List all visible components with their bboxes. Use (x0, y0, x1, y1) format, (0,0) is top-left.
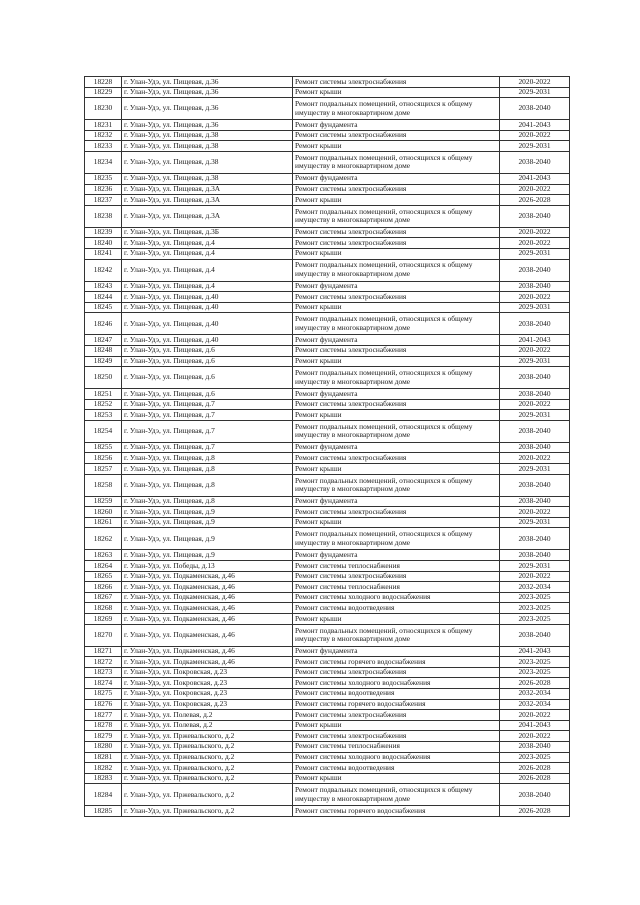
work-type-cell: Ремонт крыши (293, 464, 500, 475)
work-type-cell: Ремонт системы холодного водоснабжения (293, 678, 500, 689)
address-cell: г. Улан-Удэ, ул. Пржевальского, д.2 (122, 806, 293, 817)
work-type-cell: Ремонт системы электроснабжения (293, 292, 500, 303)
row-number: 18280 (85, 741, 122, 752)
period-cell: 2029-2031 (500, 464, 570, 475)
period-cell: 2041-2043 (500, 720, 570, 731)
row-number: 18249 (85, 356, 122, 367)
period-cell: 2041-2043 (500, 173, 570, 184)
period-cell: 2032-2034 (500, 688, 570, 699)
row-number: 18252 (85, 399, 122, 410)
period-cell: 2023-2025 (500, 667, 570, 678)
row-number: 18241 (85, 248, 122, 259)
work-type-cell: Ремонт фундамента (293, 173, 500, 184)
work-type-cell: Ремонт системы электроснабжения (293, 453, 500, 464)
period-cell: 2023-2025 (500, 752, 570, 763)
table-row (85, 184, 570, 195)
period-cell: 2038-2040 (500, 389, 570, 400)
table-row (85, 141, 570, 152)
row-number: 18262 (85, 528, 122, 550)
address-cell: г. Улан-Удэ, ул. Пищевая, д.7 (122, 410, 293, 421)
period-cell: 2020-2022 (500, 130, 570, 141)
row-number: 18231 (85, 120, 122, 131)
address-cell: г. Улан-Удэ, ул. Подкаменская, д.46 (122, 624, 293, 646)
address-cell: г. Улан-Удэ, ул. Пищевая, д.4 (122, 248, 293, 259)
work-type-cell: Ремонт крыши (293, 517, 500, 528)
row-number: 18228 (85, 77, 122, 88)
address-cell: г. Улан-Удэ, ул. Пищевая, д.6 (122, 356, 293, 367)
document-page (84, 76, 569, 817)
work-type-cell: Ремонт крыши (293, 773, 500, 784)
address-cell: г. Улан-Удэ, ул. Пищевая, д.3А (122, 184, 293, 195)
row-number: 18251 (85, 389, 122, 400)
address-cell: г. Улан-Удэ, ул. Пржевальского, д.2 (122, 784, 293, 806)
row-number: 18259 (85, 496, 122, 507)
period-cell: 2032-2034 (500, 582, 570, 593)
row-number: 18234 (85, 151, 122, 173)
table-row (85, 474, 570, 496)
table-row (85, 313, 570, 335)
period-cell: 2020-2022 (500, 292, 570, 303)
table-row (85, 195, 570, 206)
row-number: 18253 (85, 410, 122, 421)
row-number: 18276 (85, 699, 122, 710)
period-cell: 2020-2022 (500, 77, 570, 88)
table-row (85, 614, 570, 625)
period-cell: 2023-2025 (500, 592, 570, 603)
work-type-cell: Ремонт крыши (293, 356, 500, 367)
period-cell: 2038-2040 (500, 784, 570, 806)
row-number: 18237 (85, 195, 122, 206)
work-type-cell: Ремонт фундамента (293, 442, 500, 453)
table-row (85, 399, 570, 410)
table-row (85, 87, 570, 98)
address-cell: г. Улан-Удэ, ул. Пищевая, д.38 (122, 151, 293, 173)
address-cell: г. Улан-Удэ, ул. Пищевая, д.9 (122, 550, 293, 561)
address-cell: г. Улан-Удэ, ул. Полевая, д.2 (122, 710, 293, 721)
period-cell: 2038-2040 (500, 741, 570, 752)
period-cell: 2026-2028 (500, 806, 570, 817)
period-cell: 2038-2040 (500, 624, 570, 646)
table-row (85, 582, 570, 593)
work-type-cell: Ремонт системы холодного водоснабжения (293, 752, 500, 763)
address-cell: г. Улан-Удэ, ул. Подкаменская, д.46 (122, 603, 293, 614)
table-row (85, 120, 570, 131)
period-cell: 2029-2031 (500, 517, 570, 528)
address-cell: г. Улан-Удэ, ул. Пищевая, д.6 (122, 367, 293, 389)
row-number: 18236 (85, 184, 122, 195)
table-row (85, 302, 570, 313)
address-cell: г. Улан-Удэ, ул. Пищевая, д.40 (122, 335, 293, 346)
row-number: 18243 (85, 281, 122, 292)
table-row (85, 281, 570, 292)
period-cell: 2038-2040 (500, 151, 570, 173)
table-row (85, 248, 570, 259)
address-cell: г. Улан-Удэ, ул. Пржевальского, д.2 (122, 773, 293, 784)
address-cell: г. Улан-Удэ, ул. Покровская, д.23 (122, 688, 293, 699)
row-number: 18245 (85, 302, 122, 313)
work-type-cell: Ремонт системы холодного водоснабжения (293, 592, 500, 603)
row-number: 18242 (85, 259, 122, 281)
row-number: 18229 (85, 87, 122, 98)
table-row (85, 345, 570, 356)
work-type-cell: Ремонт подвальных помещений, относящихся к общему имуществу в многоквартирном доме (293, 151, 500, 173)
period-cell: 2020-2022 (500, 238, 570, 249)
work-type-cell: Ремонт фундамента (293, 335, 500, 346)
address-cell: г. Улан-Удэ, ул. Пржевальского, д.2 (122, 741, 293, 752)
repair-schedule-table (84, 76, 570, 817)
table-row (85, 464, 570, 475)
period-cell: 2020-2022 (500, 731, 570, 742)
table-row (85, 731, 570, 742)
address-cell: г. Улан-Удэ, ул. Полевая, д.2 (122, 720, 293, 731)
row-number: 18282 (85, 763, 122, 774)
table-row (85, 292, 570, 303)
row-number: 18240 (85, 238, 122, 249)
work-type-cell: Ремонт подвальных помещений, относящихся к общему имуществу в многоквартирном доме (293, 624, 500, 646)
address-cell: г. Улан-Удэ, ул. Пищевая, д.4 (122, 238, 293, 249)
period-cell: 2020-2022 (500, 710, 570, 721)
address-cell: г. Улан-Удэ, ул. Пищевая, д.7 (122, 442, 293, 453)
period-cell: 2020-2022 (500, 507, 570, 518)
address-cell: г. Улан-Удэ, ул. Пищевая, д.8 (122, 464, 293, 475)
row-number: 18267 (85, 592, 122, 603)
row-number: 18273 (85, 667, 122, 678)
work-type-cell: Ремонт подвальных помещений, относящихся к общему имуществу в многоквартирном доме (293, 420, 500, 442)
work-type-cell: Ремонт подвальных помещений, относящихся к общему имуществу в многоквартирном доме (293, 367, 500, 389)
period-cell: 2029-2031 (500, 356, 570, 367)
work-type-cell: Ремонт крыши (293, 87, 500, 98)
row-number: 18256 (85, 453, 122, 464)
row-number: 18258 (85, 474, 122, 496)
work-type-cell: Ремонт крыши (293, 195, 500, 206)
address-cell: г. Улан-Удэ, ул. Пищевая, д.40 (122, 302, 293, 313)
period-cell: 2038-2040 (500, 420, 570, 442)
period-cell: 2038-2040 (500, 474, 570, 496)
work-type-cell: Ремонт системы водоотведения (293, 763, 500, 774)
work-type-cell: Ремонт системы водоотведения (293, 603, 500, 614)
table-row (85, 646, 570, 657)
row-number: 18283 (85, 773, 122, 784)
work-type-cell: Ремонт системы электроснабжения (293, 731, 500, 742)
table-row (85, 410, 570, 421)
period-cell: 2038-2040 (500, 528, 570, 550)
table-row (85, 453, 570, 464)
table-row (85, 592, 570, 603)
address-cell: г. Улан-Удэ, ул. Пищевая, д.7 (122, 420, 293, 442)
period-cell: 2020-2022 (500, 184, 570, 195)
work-type-cell: Ремонт системы электроснабжения (293, 507, 500, 518)
address-cell: г. Улан-Удэ, ул. Пищевая, д.38 (122, 130, 293, 141)
row-number: 18232 (85, 130, 122, 141)
table-row (85, 741, 570, 752)
work-type-cell: Ремонт системы электроснабжения (293, 184, 500, 195)
address-cell: г. Улан-Удэ, ул. Пищевая, д.9 (122, 517, 293, 528)
period-cell: 2041-2043 (500, 646, 570, 657)
address-cell: г. Улан-Удэ, ул. Покровская, д.23 (122, 699, 293, 710)
address-cell: г. Улан-Удэ, ул. Подкаменская, д.46 (122, 646, 293, 657)
table-row (85, 496, 570, 507)
period-cell: 2038-2040 (500, 313, 570, 335)
address-cell: г. Улан-Удэ, ул. Пищевая, д.8 (122, 453, 293, 464)
table-row (85, 151, 570, 173)
period-cell: 2029-2031 (500, 561, 570, 572)
period-cell: 2032-2034 (500, 699, 570, 710)
table-row (85, 389, 570, 400)
period-cell: 2038-2040 (500, 205, 570, 227)
row-number: 18271 (85, 646, 122, 657)
table-row (85, 367, 570, 389)
work-type-cell: Ремонт крыши (293, 410, 500, 421)
period-cell: 2038-2040 (500, 259, 570, 281)
table-row (85, 356, 570, 367)
work-type-cell: Ремонт системы теплоснабжения (293, 741, 500, 752)
address-cell: г. Улан-Удэ, ул. Подкаменская, д.46 (122, 592, 293, 603)
address-cell: г. Улан-Удэ, ул. Подкаменская, д.46 (122, 614, 293, 625)
address-cell: г. Улан-Удэ, ул. Пищевая, д.6 (122, 389, 293, 400)
row-number: 18257 (85, 464, 122, 475)
work-type-cell: Ремонт крыши (293, 141, 500, 152)
address-cell: г. Улан-Удэ, ул. Пищевая, д.36 (122, 77, 293, 88)
period-cell: 2020-2022 (500, 399, 570, 410)
period-cell: 2029-2031 (500, 302, 570, 313)
period-cell: 2038-2040 (500, 281, 570, 292)
address-cell: г. Улан-Удэ, ул. Пищевая, д.9 (122, 507, 293, 518)
table-row (85, 763, 570, 774)
work-type-cell: Ремонт подвальных помещений, относящихся к общему имуществу в многоквартирном доме (293, 313, 500, 335)
row-number: 18248 (85, 345, 122, 356)
row-number: 18270 (85, 624, 122, 646)
period-cell: 2026-2028 (500, 195, 570, 206)
period-cell: 2041-2043 (500, 335, 570, 346)
table-row (85, 98, 570, 120)
table-row (85, 699, 570, 710)
address-cell: г. Улан-Удэ, ул. Пржевальского, д.2 (122, 763, 293, 774)
table-row (85, 657, 570, 668)
row-number: 18247 (85, 335, 122, 346)
work-type-cell: Ремонт системы электроснабжения (293, 238, 500, 249)
address-cell: г. Улан-Удэ, ул. Пищевая, д.38 (122, 173, 293, 184)
work-type-cell: Ремонт подвальных помещений, относящихся к общему имуществу в многоквартирном доме (293, 528, 500, 550)
table-row (85, 507, 570, 518)
address-cell: г. Улан-Удэ, ул. Пищевая, д.40 (122, 292, 293, 303)
table-row (85, 561, 570, 572)
row-number: 18255 (85, 442, 122, 453)
address-cell: г. Улан-Удэ, ул. Пищевая, д.8 (122, 496, 293, 507)
work-type-cell: Ремонт фундамента (293, 646, 500, 657)
period-cell: 2020-2022 (500, 345, 570, 356)
work-type-cell: Ремонт фундамента (293, 389, 500, 400)
work-type-cell: Ремонт системы теплоснабжения (293, 561, 500, 572)
work-type-cell: Ремонт крыши (293, 248, 500, 259)
work-type-cell: Ремонт подвальных помещений, относящихся к общему имуществу в многоквартирном доме (293, 98, 500, 120)
row-number: 18278 (85, 720, 122, 731)
work-type-cell: Ремонт подвальных помещений, относящихся к общему имуществу в многоквартирном доме (293, 474, 500, 496)
work-type-cell: Ремонт системы электроснабжения (293, 77, 500, 88)
table-row (85, 784, 570, 806)
row-number: 18238 (85, 205, 122, 227)
period-cell: 2023-2025 (500, 614, 570, 625)
row-number: 18244 (85, 292, 122, 303)
table-row (85, 227, 570, 238)
period-cell: 2020-2022 (500, 453, 570, 464)
row-number: 18266 (85, 582, 122, 593)
address-cell: г. Улан-Удэ, ул. Пищевая, д.36 (122, 98, 293, 120)
period-cell: 2029-2031 (500, 248, 570, 259)
row-number: 18261 (85, 517, 122, 528)
table-row (85, 77, 570, 88)
table-row (85, 624, 570, 646)
period-cell: 2026-2028 (500, 678, 570, 689)
row-number: 18285 (85, 806, 122, 817)
row-number: 18235 (85, 173, 122, 184)
period-cell: 2029-2031 (500, 410, 570, 421)
address-cell: г. Улан-Удэ, ул. Покровская, д.23 (122, 667, 293, 678)
row-number: 18269 (85, 614, 122, 625)
row-number: 18279 (85, 731, 122, 742)
address-cell: г. Улан-Удэ, ул. Пищевая, д.36 (122, 120, 293, 131)
table-row (85, 571, 570, 582)
work-type-cell: Ремонт системы электроснабжения (293, 227, 500, 238)
period-cell: 2029-2031 (500, 141, 570, 152)
work-type-cell: Ремонт фундамента (293, 496, 500, 507)
period-cell: 2038-2040 (500, 442, 570, 453)
row-number: 18275 (85, 688, 122, 699)
table-row (85, 720, 570, 731)
address-cell: г. Улан-Удэ, ул. Пищевая, д.9 (122, 528, 293, 550)
address-cell: г. Улан-Удэ, ул. Покровская, д.23 (122, 678, 293, 689)
row-number: 18264 (85, 561, 122, 572)
address-cell: г. Улан-Удэ, ул. Подкаменская, д.46 (122, 582, 293, 593)
table-row (85, 752, 570, 763)
period-cell: 2023-2025 (500, 603, 570, 614)
work-type-cell: Ремонт системы электроснабжения (293, 667, 500, 678)
period-cell: 2020-2022 (500, 227, 570, 238)
period-cell: 2038-2040 (500, 367, 570, 389)
table-row (85, 259, 570, 281)
table-row (85, 238, 570, 249)
table-row (85, 528, 570, 550)
row-number: 18277 (85, 710, 122, 721)
table-row (85, 667, 570, 678)
address-cell: г. Улан-Удэ, ул. Пищевая, д.6 (122, 345, 293, 356)
row-number: 18254 (85, 420, 122, 442)
table-row (85, 710, 570, 721)
period-cell: 2038-2040 (500, 496, 570, 507)
row-number: 18268 (85, 603, 122, 614)
table-row (85, 806, 570, 817)
work-type-cell: Ремонт фундамента (293, 550, 500, 561)
address-cell: г. Улан-Удэ, ул. Пищевая, д.3А (122, 195, 293, 206)
row-number: 18239 (85, 227, 122, 238)
work-type-cell: Ремонт подвальных помещений, относящихся к общему имуществу в многоквартирном доме (293, 259, 500, 281)
address-cell: г. Улан-Удэ, ул. Пищевая, д.8 (122, 474, 293, 496)
row-number: 18263 (85, 550, 122, 561)
table-row (85, 205, 570, 227)
work-type-cell: Ремонт системы электроснабжения (293, 345, 500, 356)
work-type-cell: Ремонт фундамента (293, 120, 500, 131)
row-number: 18274 (85, 678, 122, 689)
row-number: 18265 (85, 571, 122, 582)
row-number: 18230 (85, 98, 122, 120)
work-type-cell: Ремонт системы горячего водоснабжения (293, 699, 500, 710)
table-row (85, 420, 570, 442)
address-cell: г. Улан-Удэ, ул. Пищевая, д.7 (122, 399, 293, 410)
table-row (85, 335, 570, 346)
address-cell: г. Улан-Удэ, ул. Подкаменская, д.46 (122, 657, 293, 668)
table-row (85, 688, 570, 699)
address-cell: г. Улан-Удэ, ул. Пищевая, д.4 (122, 281, 293, 292)
work-type-cell: Ремонт системы электроснабжения (293, 710, 500, 721)
table-row (85, 603, 570, 614)
work-type-cell: Ремонт фундамента (293, 281, 500, 292)
row-number: 18272 (85, 657, 122, 668)
period-cell: 2038-2040 (500, 98, 570, 120)
address-cell: г. Улан-Удэ, ул. Пищевая, д.38 (122, 141, 293, 152)
row-number: 18233 (85, 141, 122, 152)
work-type-cell: Ремонт системы горячего водоснабжения (293, 806, 500, 817)
work-type-cell: Ремонт системы водоотведения (293, 688, 500, 699)
period-cell: 2026-2028 (500, 763, 570, 774)
period-cell: 2041-2043 (500, 120, 570, 131)
address-cell: г. Улан-Удэ, ул. Пржевальского, д.2 (122, 752, 293, 763)
work-type-cell: Ремонт крыши (293, 302, 500, 313)
period-cell: 2026-2028 (500, 773, 570, 784)
work-type-cell: Ремонт крыши (293, 720, 500, 731)
period-cell: 2038-2040 (500, 550, 570, 561)
address-cell: г. Улан-Удэ, ул. Пищевая, д.4 (122, 259, 293, 281)
row-number: 18284 (85, 784, 122, 806)
table-row (85, 442, 570, 453)
period-cell: 2029-2031 (500, 87, 570, 98)
period-cell: 2023-2025 (500, 657, 570, 668)
table-row (85, 773, 570, 784)
work-type-cell: Ремонт системы горячего водоснабжения (293, 657, 500, 668)
address-cell: г. Улан-Удэ, ул. Пржевальского, д.2 (122, 731, 293, 742)
work-type-cell: Ремонт подвальных помещений, относящихся к общему имуществу в многоквартирном доме (293, 784, 500, 806)
address-cell: г. Улан-Удэ, ул. Пищевая, д.3А (122, 205, 293, 227)
work-type-cell: Ремонт системы электроснабжения (293, 571, 500, 582)
address-cell: г. Улан-Удэ, ул. Победы, д.13 (122, 561, 293, 572)
table-row (85, 678, 570, 689)
row-number: 18260 (85, 507, 122, 518)
table-row (85, 550, 570, 561)
work-type-cell: Ремонт системы электроснабжения (293, 399, 500, 410)
table-row (85, 130, 570, 141)
work-type-cell: Ремонт подвальных помещений, относящихся к общему имуществу в многоквартирном доме (293, 205, 500, 227)
table-body (85, 77, 570, 817)
row-number: 18250 (85, 367, 122, 389)
row-number: 18246 (85, 313, 122, 335)
address-cell: г. Улан-Удэ, ул. Пищевая, д.3Б (122, 227, 293, 238)
address-cell: г. Улан-Удэ, ул. Пищевая, д.40 (122, 313, 293, 335)
address-cell: г. Улан-Удэ, ул. Подкаменская, д.46 (122, 571, 293, 582)
work-type-cell: Ремонт крыши (293, 614, 500, 625)
work-type-cell: Ремонт системы теплоснабжения (293, 582, 500, 593)
period-cell: 2020-2022 (500, 571, 570, 582)
table-row (85, 173, 570, 184)
row-number: 18281 (85, 752, 122, 763)
work-type-cell: Ремонт системы электроснабжения (293, 130, 500, 141)
address-cell: г. Улан-Удэ, ул. Пищевая, д.36 (122, 87, 293, 98)
table-row (85, 517, 570, 528)
